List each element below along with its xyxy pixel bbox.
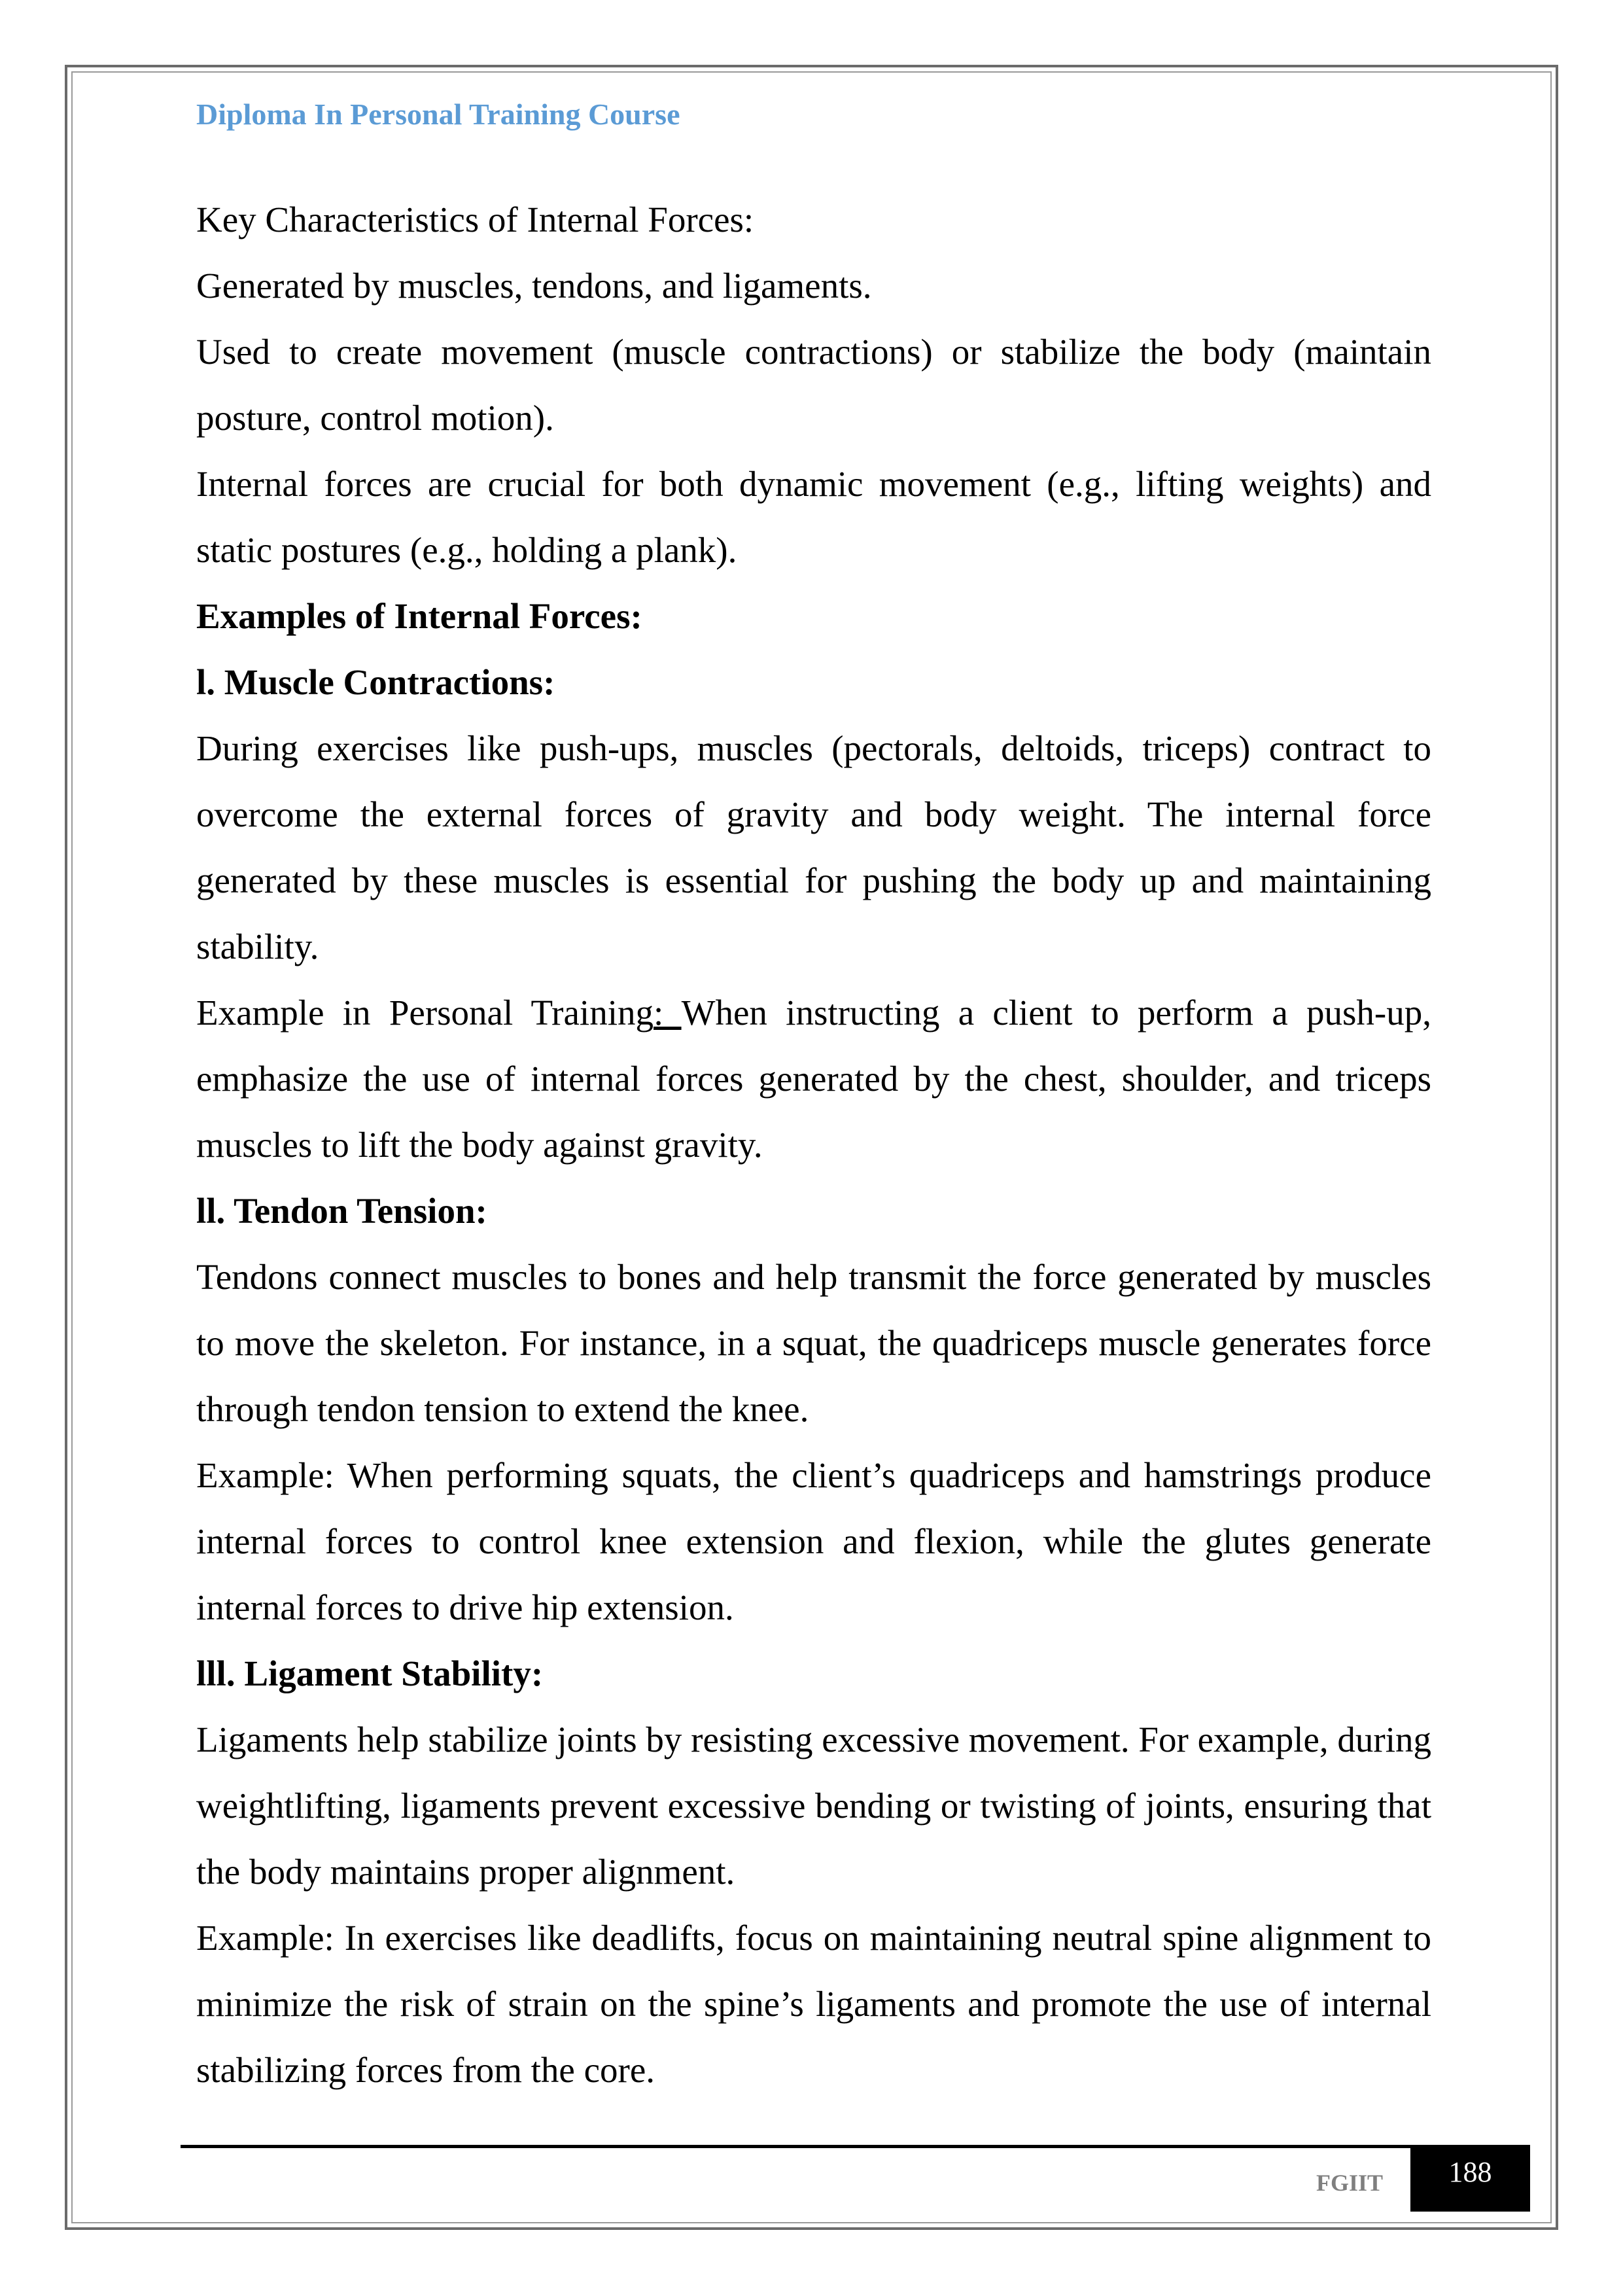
page-number: 188 (1410, 2145, 1530, 2212)
example-label: Example in Personal Training (196, 993, 654, 1033)
paragraph-internal-forces-crucial: Internal forces are crucial for both dynamic movement (e.g., lifting weights) and static postures (e.g., holding a plank). (196, 464, 1431, 570)
paragraph-generated-by: Generated by muscles, tendons, and ligaments. (196, 266, 872, 306)
paragraph-example-deadlifts: Example: In exercises like deadlifts, focus on maintaining neutral spine alignment to minimize the risk of strain on the spine’s ligaments and promote the use of internal stabilizing forces from the core. (196, 1918, 1431, 2090)
paragraph-tendon-tension: Tendons connect muscles to bones and help transmit the force generated by muscles to move the skeleton. For instance, in a squat, the quadriceps muscle generates force through tendon tension to extend the knee. (196, 1257, 1431, 1429)
paragraph-ligament-stability: Ligaments help stabilize joints by resisting excessive movement. For example, during weightlifting, ligaments prevent excessive bending or twisting of joints, ensuring that the body maintains proper alignment. (196, 1720, 1431, 1892)
paragraph-muscle-contractions: During exercises like push-ups, muscles (pectorals, deltoids, triceps) contract to overcome the external forces of gravity and body weight. The internal force generated by these muscles is essential for pushing the body up and maintaining stability. (196, 728, 1431, 966)
running-header: Diploma In Personal Training Course (196, 97, 680, 131)
paragraph-used-to-create: Used to create movement (muscle contractions) or stabilize the body (maintain posture, control motion). (196, 332, 1431, 438)
paragraph-example-squats: Example: When performing squats, the client’s quadriceps and hamstrings produce internal forces to control knee extension and flexion, while the glutes generate internal forces to drive hip extension. (196, 1455, 1431, 1627)
heading-ligament-stability: lll. Ligament Stability: (196, 1653, 544, 1693)
heading-tendon-tension: ll. Tendon Tension: (196, 1191, 487, 1231)
footer-organization: FGIIT (1316, 2170, 1384, 2196)
example-colon: : (653, 993, 682, 1033)
heading-muscle-contractions: l. Muscle Contractions: (196, 662, 555, 702)
paragraph-example-personal-training (196, 980, 1431, 1178)
heading-examples: Examples of Internal Forces: (196, 596, 642, 636)
page-body (196, 186, 1431, 2103)
footer-rule (181, 2145, 1410, 2148)
example-text: When instructing a client to perform a push-up, emphasize the use of internal forces generated by the chest, shoulder, and triceps muscles to lift the body against gravity. (196, 993, 1431, 1165)
paragraph-key-characteristics: Key Characteristics of Internal Forces: (196, 200, 754, 239)
